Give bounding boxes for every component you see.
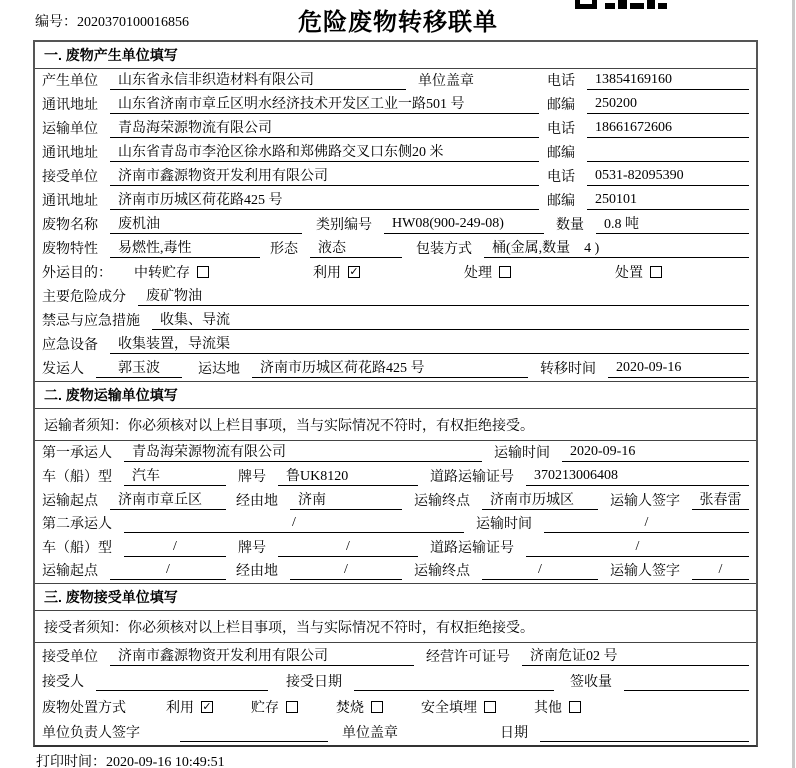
print-time-label: 打印时间： xyxy=(36,755,106,768)
transporter-phone: 18661672606 xyxy=(587,120,749,138)
row-vehicle1 xyxy=(35,465,756,489)
receiver-value: 济南市鑫源物资开发利用有限公司 xyxy=(110,165,539,186)
waste-property-value: 易燃性,毒性 xyxy=(110,237,260,258)
checkbox-label: 焚烧 xyxy=(336,700,364,716)
checkbox-checked-icon: ✓ xyxy=(202,699,212,713)
row-generator xyxy=(35,69,756,93)
shipper-label: 发运人 xyxy=(42,361,84,377)
responsible-sign-value xyxy=(180,724,328,742)
address-label: 通讯地址 xyxy=(42,146,98,161)
receiver-phone: 0531-82095390 xyxy=(587,168,749,186)
category-value: HW08(900-249-08) xyxy=(384,216,544,234)
phone-label: 电话 xyxy=(547,74,575,89)
accept-date-label: 接受日期 xyxy=(286,675,342,691)
signed-amount-value xyxy=(624,673,749,691)
generator-postal: 250200 xyxy=(587,96,749,114)
route1-start: 济南市章丘区 xyxy=(110,489,226,510)
row-carrier2 xyxy=(35,513,756,537)
checkbox-icon xyxy=(484,701,496,713)
route2-signature: / xyxy=(692,562,749,580)
carrier1-label: 第一承运人 xyxy=(42,445,112,461)
address-label: 通讯地址 xyxy=(42,194,98,209)
date-value xyxy=(540,724,749,742)
row-transporter xyxy=(35,117,756,141)
route-start-label: 运输起点 xyxy=(42,493,98,509)
row-shipper xyxy=(35,357,756,381)
transport-time-label: 运输时间 xyxy=(476,517,532,533)
route2-via: / xyxy=(290,562,402,580)
purpose-option-treat xyxy=(464,262,511,282)
accept-unit-label: 接受单位 xyxy=(42,649,98,665)
vehicle2-type: / xyxy=(124,539,226,557)
packaging-label: 包装方式 xyxy=(416,242,472,257)
emergency-measures-value: 收集、导流 xyxy=(152,309,749,330)
route1-signature: 张春雷 xyxy=(692,489,749,510)
transport-time-label: 运输时间 xyxy=(494,445,550,461)
checkbox-label: 处置 xyxy=(615,265,643,281)
row-transporter-address xyxy=(35,141,756,165)
unit-seal-label: 单位盖章 xyxy=(342,726,398,741)
route1-via: 济南 xyxy=(290,489,402,510)
form-topbar xyxy=(0,0,796,38)
disposal-method-label: 废物处置方式 xyxy=(42,700,126,716)
phone-label: 电话 xyxy=(547,122,575,137)
date-label: 日期 xyxy=(500,726,528,741)
carrier2-time: / xyxy=(544,515,749,533)
checkbox-label: 利用 xyxy=(166,700,194,716)
vehicle-type-label: 车（船）型 xyxy=(42,540,112,556)
print-time-value: 2020-09-16 10:49:51 xyxy=(106,755,225,768)
transporter-postal xyxy=(587,144,749,162)
postal-label: 邮编 xyxy=(547,194,575,209)
form-value: 液态 xyxy=(310,237,402,258)
disposal-option-utilize xyxy=(166,697,213,717)
vehicle2-license: / xyxy=(526,539,749,557)
carrier1-value: 青岛海荣源物流有限公司 xyxy=(124,441,482,462)
emergency-measures-label: 禁忌与应急措施 xyxy=(42,313,140,329)
row-accept-unit xyxy=(35,643,756,668)
checkbox-icon xyxy=(371,701,383,713)
row-emergency-measures xyxy=(35,309,756,333)
route2-start: / xyxy=(110,562,226,580)
checkbox-label: 利用 xyxy=(313,265,341,281)
qr-code-fragment-icon xyxy=(575,0,667,9)
route-end-label: 运输终点 xyxy=(414,564,470,580)
row-route1 xyxy=(35,489,756,513)
print-time xyxy=(36,751,225,768)
vehicle2-plate: / xyxy=(278,539,418,557)
page-right-edge xyxy=(792,0,795,768)
emergency-equipment-label: 应急设备 xyxy=(42,337,98,353)
route1-end: 济南市历城区 xyxy=(482,489,598,510)
doc-number-value: 2020370100016856 xyxy=(77,15,189,30)
via-label: 经由地 xyxy=(236,564,278,580)
via-label: 经由地 xyxy=(236,493,278,509)
row-purpose xyxy=(35,261,756,285)
checkbox-icon xyxy=(650,266,662,278)
row-generator-address xyxy=(35,93,756,117)
row-vehicle2 xyxy=(35,536,756,560)
road-license-label: 道路运输证号 xyxy=(430,540,514,556)
destination-label: 运达地 xyxy=(198,361,240,377)
shipper-value: 郭玉波 xyxy=(96,357,182,378)
carrier2-label: 第二承运人 xyxy=(42,517,112,533)
route-end-label: 运输终点 xyxy=(414,493,470,509)
accept-unit-value: 济南市鑫源物资开发利用有限公司 xyxy=(110,645,414,666)
purpose-option-dispose xyxy=(615,262,662,282)
checkbox-icon xyxy=(499,266,511,278)
form-label: 形态 xyxy=(270,242,298,257)
disposal-option-other xyxy=(534,697,581,717)
quantity-value: 0.8 吨 xyxy=(596,213,749,234)
plate-label: 牌号 xyxy=(238,540,266,556)
row-carrier1 xyxy=(35,441,756,465)
route2-end: / xyxy=(482,562,598,580)
transfer-form-table xyxy=(33,40,758,747)
acceptor-value xyxy=(96,673,268,691)
disposal-option-storage xyxy=(251,697,298,717)
waste-name-label: 废物名称 xyxy=(42,218,98,233)
accept-date-value xyxy=(354,673,554,691)
generator-phone: 13854169160 xyxy=(587,72,749,90)
vehicle1-type: 汽车 xyxy=(124,465,226,486)
transfer-time-label: 转移时间 xyxy=(540,361,596,377)
section3-notice: 接受者须知：你必须核对以上栏目事项，当与实际情况不符时，有权拒绝接受。 xyxy=(35,611,756,643)
row-waste-property xyxy=(35,237,756,261)
generator-address-value: 山东省济南市章丘区明水经济技术开发区工业一路501 号 xyxy=(110,93,539,114)
disposal-option-landfill xyxy=(421,697,496,717)
section2-header: 二. 废物运输单位填写 xyxy=(35,381,756,409)
row-acceptor xyxy=(35,669,756,694)
plate-label: 牌号 xyxy=(238,469,266,485)
transfer-time-value: 2020-09-16 xyxy=(608,360,749,378)
row-route2 xyxy=(35,560,756,584)
postal-label: 邮编 xyxy=(547,146,575,161)
checkbox-checked-icon: ✓ xyxy=(349,264,359,278)
generator-value: 山东省永信非织造材料有限公司 xyxy=(110,69,406,90)
disposal-option-incinerate xyxy=(336,697,383,717)
receiver-label: 接受单位 xyxy=(42,170,98,185)
postal-label: 邮编 xyxy=(547,98,575,113)
row-responsible-signature xyxy=(35,720,756,745)
acceptor-label: 接受人 xyxy=(42,675,84,691)
row-disposal-method xyxy=(35,694,756,719)
hazard-component-value: 废矿物油 xyxy=(138,285,749,306)
checkbox-label: 其他 xyxy=(534,700,562,716)
section3-header: 三. 废物接受单位填写 xyxy=(35,583,756,611)
quantity-label: 数量 xyxy=(556,218,584,233)
purpose-label: 外运目的： xyxy=(42,265,112,281)
hazard-component-label: 主要危险成分 xyxy=(42,289,126,305)
checkbox-label: 中转贮存 xyxy=(134,265,190,281)
carrier1-time: 2020-09-16 xyxy=(562,444,749,462)
section1-header: 一. 废物产生单位填写 xyxy=(35,42,756,69)
page-title: 危险废物转移联单 xyxy=(298,9,498,36)
signed-amount-label: 签收量 xyxy=(570,675,612,691)
carrier-sign-label: 运输人签字 xyxy=(610,493,680,509)
row-waste-name xyxy=(35,213,756,237)
section2-notice: 运输者须知：你必须核对以上栏目事项，当与实际情况不符时，有权拒绝接受。 xyxy=(35,409,756,441)
purpose-option-storage xyxy=(134,262,209,282)
checkbox-icon xyxy=(197,266,209,278)
responsible-sign-label: 单位负责人签字 xyxy=(42,726,140,741)
operating-license-label: 经营许可证号 xyxy=(426,649,510,665)
transporter-label: 运输单位 xyxy=(42,122,98,137)
road-license-label: 道路运输证号 xyxy=(430,469,514,485)
row-receiver-address xyxy=(35,189,756,213)
vehicle-type-label: 车（船）型 xyxy=(42,469,112,485)
waste-property-label: 废物特性 xyxy=(42,242,98,257)
emergency-equipment-value: 收集装置，导流渠 xyxy=(110,333,749,354)
carrier-sign-label: 运输人签字 xyxy=(610,564,680,580)
row-receiver xyxy=(35,165,756,189)
transporter-value: 青岛海荣源物流有限公司 xyxy=(110,117,539,138)
receiver-postal: 250101 xyxy=(587,192,749,210)
address-label: 通讯地址 xyxy=(42,98,98,113)
vehicle1-license: 370213006408 xyxy=(526,468,749,486)
row-hazard-component xyxy=(35,285,756,309)
checkbox-icon xyxy=(286,701,298,713)
operating-license-value: 济南危证02 号 xyxy=(522,645,749,666)
doc-number-label: 编号： xyxy=(35,15,77,30)
purpose-option-utilize xyxy=(313,262,360,282)
seal-label: 单位盖章 xyxy=(418,74,474,89)
category-label: 类别编号 xyxy=(316,218,372,233)
destination-value: 济南市历城区荷花路425 号 xyxy=(252,357,528,378)
checkbox-label: 处理 xyxy=(464,265,492,281)
phone-label: 电话 xyxy=(547,170,575,185)
packaging-value: 桶(金属,数量 4 ) xyxy=(484,237,749,258)
waste-name-value: 废机油 xyxy=(110,213,302,234)
generator-label: 产生单位 xyxy=(42,74,98,89)
route-start-label: 运输起点 xyxy=(42,564,98,580)
checkbox-icon xyxy=(569,701,581,713)
vehicle1-plate: 鲁UK8120 xyxy=(278,465,418,486)
checkbox-label: 贮存 xyxy=(251,700,279,716)
row-emergency-equipment xyxy=(35,333,756,357)
transporter-address-value: 山东省青岛市李沧区徐水路和郑佛路交叉口东侧20 米 xyxy=(110,141,539,162)
checkbox-label: 安全填埋 xyxy=(421,700,477,716)
carrier2-value: / xyxy=(124,515,464,533)
receiver-address-value: 济南市历城区荷花路425 号 xyxy=(110,189,539,210)
